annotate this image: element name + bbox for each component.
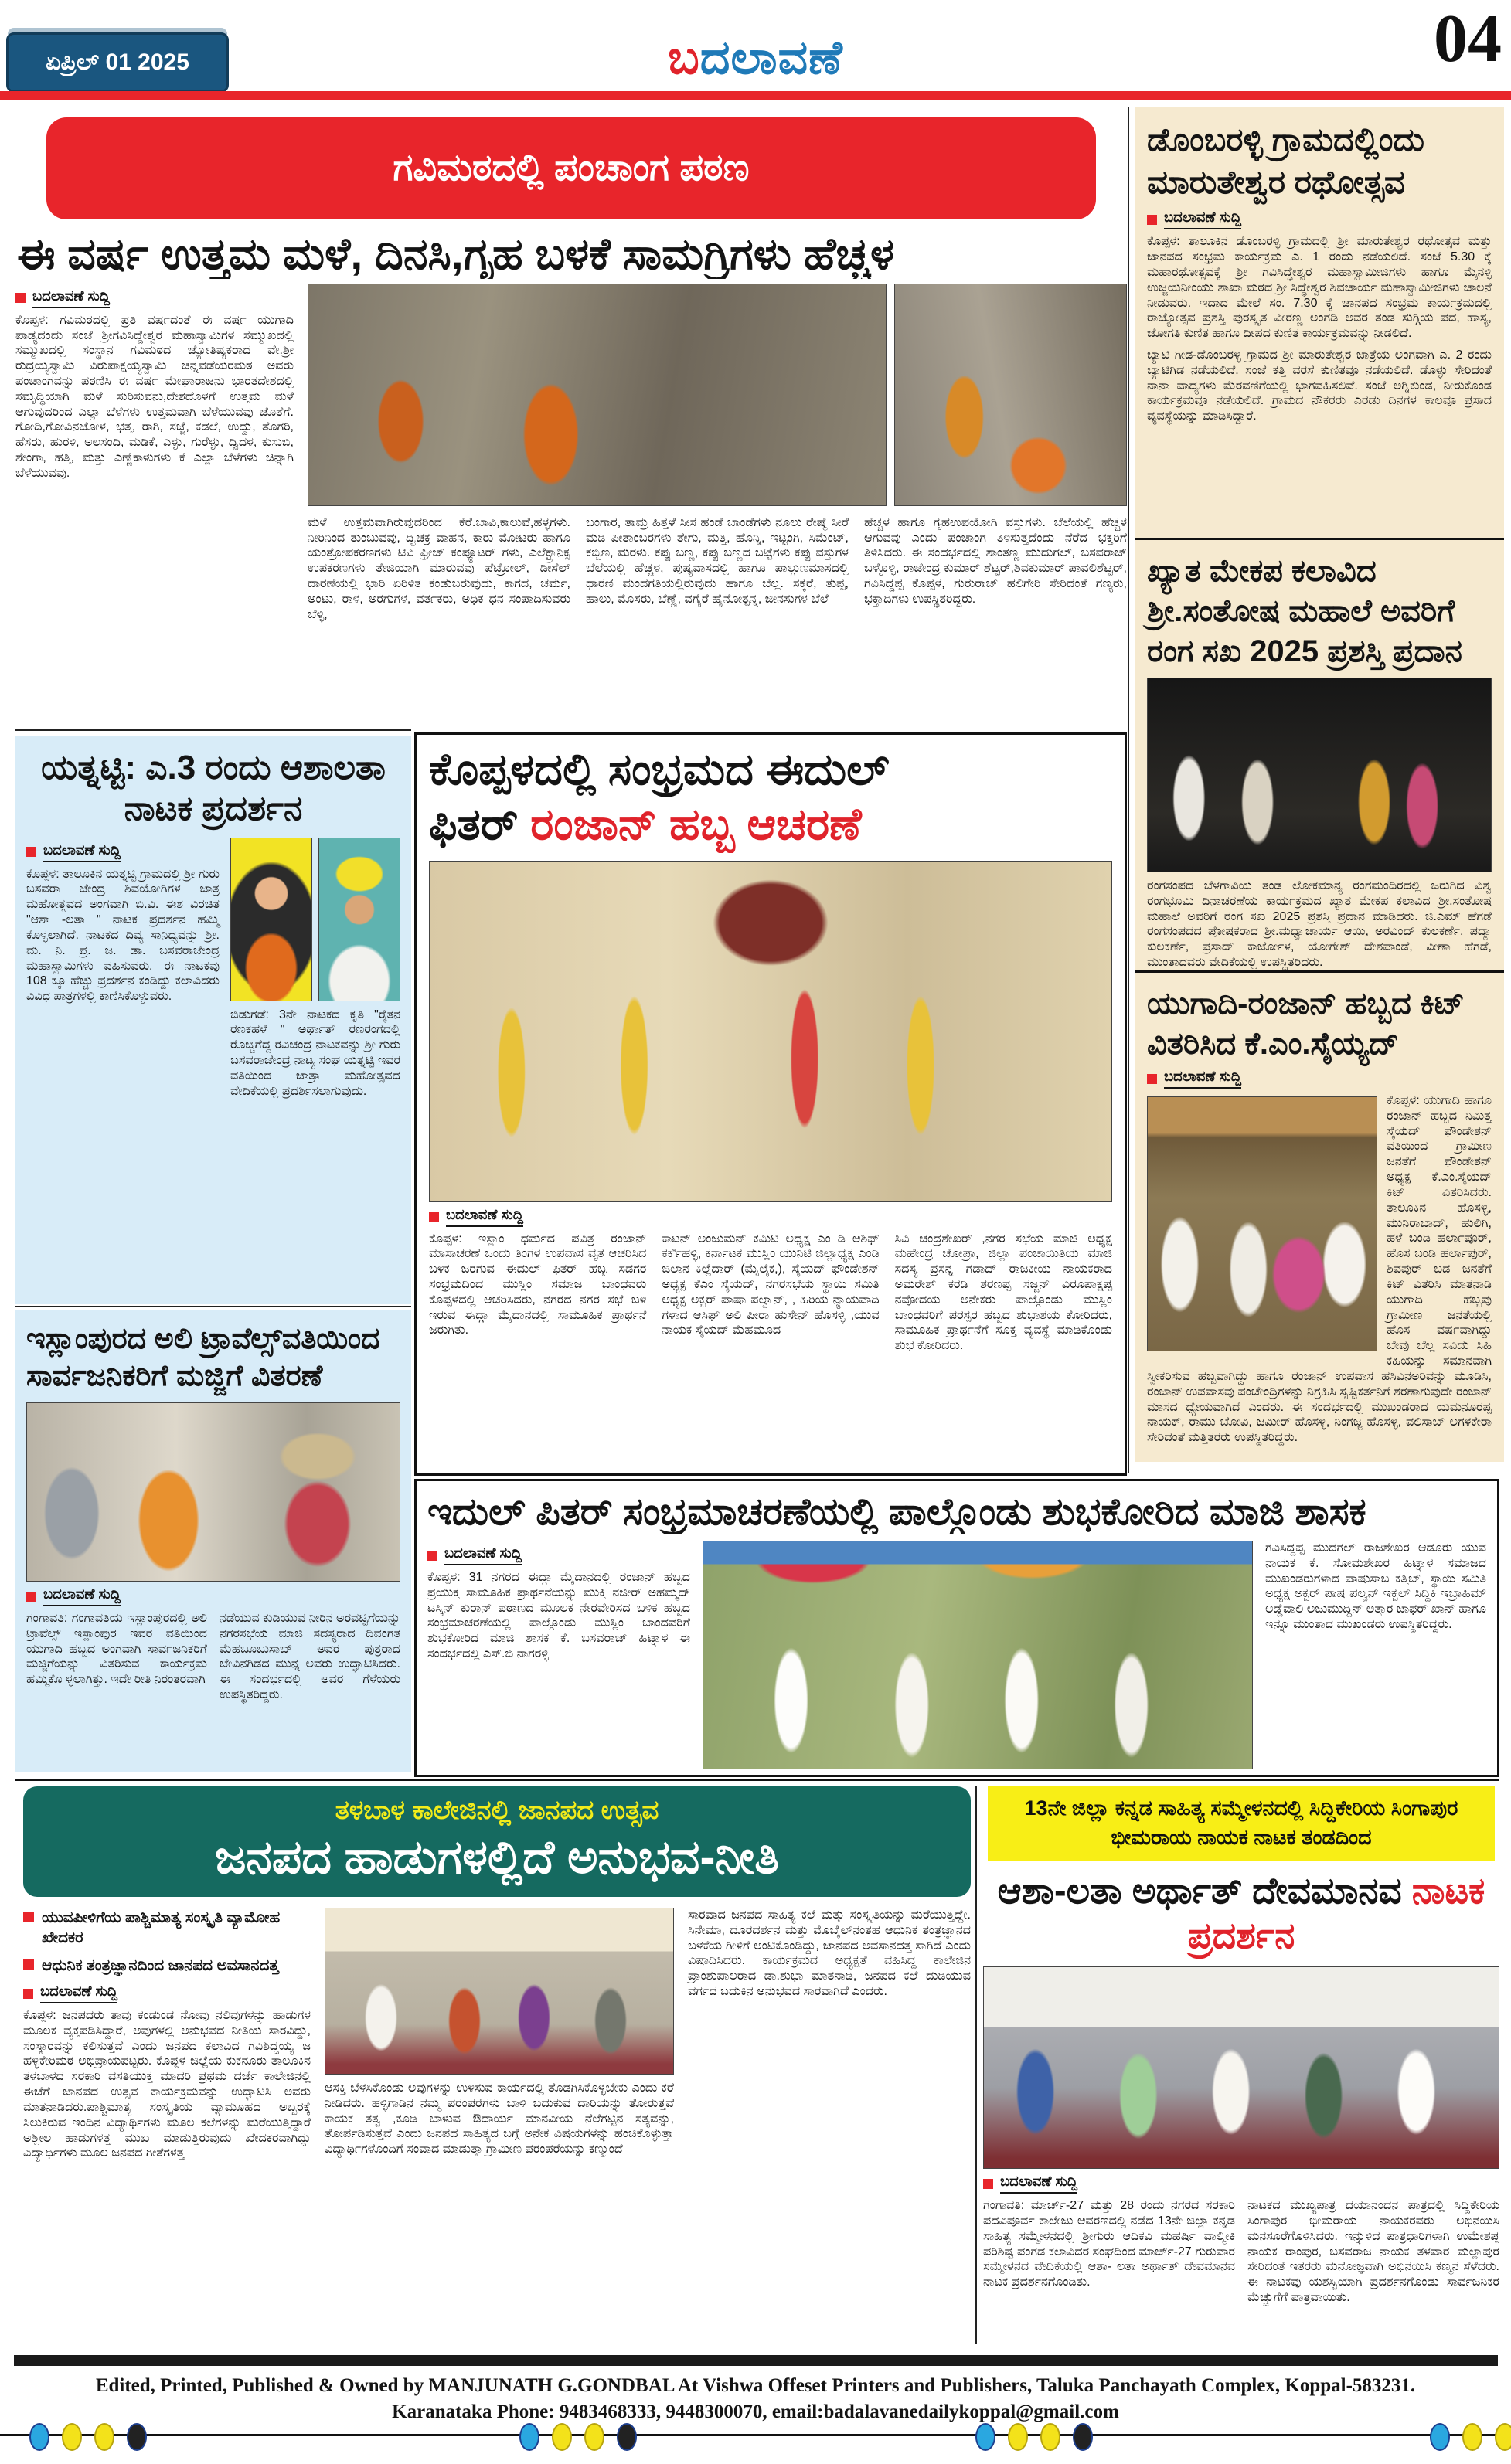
registration-marks bbox=[519, 2423, 637, 2451]
byline: ಬದಲಾವಣೆ ಸುದ್ದಿ bbox=[1147, 209, 1492, 229]
ashalata-column-1: ಗಂಗಾವತಿ: ಮಾರ್ಚ್-27 ಮತ್ತು 28 ರಂದು ನಗರದ ಸರಕಾರಿ ಪದವಿಪೂರ್ವ ಕಾಲೇಜು ಆವರಣದಲ್ಲಿ ನಡೆದ 13ನೇ ಜಿಲ್ಲಾ ಕನ್ನಡ ಸಾಹಿತ್ಯ ಸಮ್ಮೇಳನದಲ್ಲಿ ಶ್ರೀಗುರು ಆದಿಕವಿ ಮಹರ್ಷಿ ವಾಲ್ಮೀಕಿ ಪರಿಶಿಷ್ಟ ಪಂಗಡ ಕಲಾವಿದರ ಸಂಘದಿಂದ ಮಾರ್ಚ್-27 ಗುರುವಾರ ಸಮ್ಮೇಳನದ ವೇದಿಕೆಯಲ್ಲಿ ಆಶಾ- ಲತಾ ಅರ್ಥಾತ್ ದೇವಮಾನವ ನಾಟಕ ಪ್ರದರ್ಶನಗೊಂಡಿತು. bbox=[983, 2199, 1235, 2289]
cyan-dot-icon bbox=[29, 2423, 49, 2451]
yellow-dot-icon bbox=[584, 2423, 604, 2451]
janapada-column-3: ಸಾರವಾದ ಜನಪದ ಸಾಹಿತ್ಯ ಕಲೆ ಮತ್ತು ಸಂಸ್ಕೃತಿಯನ್ನು ಮರೆಯುತ್ತಿದ್ದೇ. ಸಿನೇಮಾ, ದೂರದರ್ಶನ ಮತ್ತು ಮೊಬೈಲ್‌ನಂತಹ ಆಧುನಿಕ ತಂತ್ರಜ್ಞಾನದ ಬಳಕೆಯ ಗೀಳಿಗೆ ಅಂಟಿಕೊಂಡಿದ್ದು, ಜಾನಪದ ಅವಸಾನದತ್ತ ಸಾಗಿದೆ ಎಂದು ವಿಷಾದಿಸಿದರು. ಕಾರ್ಯಕ್ರಮದ ಅಧ್ಯಕ್ಷತೆ ವಹಿಸಿದ್ದ ಕಾಲೇಜಿನ ಪ್ರಾಂಶುಪಾಲರಾದ ಡಾ.ಶುಭಾ ಮಾತನಾಡಿ, ಜನಪದ ಕಲೆ ದುಡಿಯುವ ವರ್ಗದ ಬದುಕಿನ ಅನುಭವದ ಸಾರವಾಗಿದೆ ಎಂದರು. bbox=[688, 1908, 971, 1999]
photo-kit-distribution bbox=[1147, 1096, 1377, 1351]
eid-column-2: ಕಾಟನ್ ಅಂಜುಮನ್ ಕಮಿಟಿ ಅಧ್ಯಕ್ಷ ಎಂ ಡಿ ಆಶಿಫ್ ಕರ್ಕ‍ಿಹಳ್ಳಿ, ಕರ್ನಾಟಕ ಮುಸ್ಲಿಂ ಯುನಿಟಿ ಜಿಲ್ಲಾಧ್ಯಕ್ಷ ಎಂಡಿ ಜಿಲಾನ ಕಿಲ್ಲೆದಾರ್ (ಮೈಲೈಕ,), ಸೈಯದ್ ಫೌಂಡೇಶನ್ ಅಧ್ಯಕ್ಷ ಕೆಎಂ ಸೈಯದ್, ನಗರಸಭೆಯ ಸ್ಥಾಯಿ ಸಮಿತಿ ಅಧ್ಯಕ್ಷ ಅಕ್ಬರ್ ಪಾಷಾ ಪಲ್ವಾನ್, , ಹಿರಿಯ ನ್ಯಾಯವಾದಿ ಗಳಾದ ಆಸಿಫ್ ಅಲಿ ಪೀರಾ ಹುಸೇನ್ ಹೊಸಳ್ಳಿ ,ಯುವ ನಾಯಕ ಸೈಯದ್ ಮೆಹಮೂದ bbox=[662, 1232, 880, 1337]
photo-temple-panchanga-reading bbox=[308, 284, 887, 506]
article-idul-fitr-ex-mla bbox=[414, 1479, 1499, 1777]
article-panchanga bbox=[15, 108, 1127, 728]
masthead bbox=[0, 31, 1511, 85]
red-square-bullet-icon bbox=[429, 1212, 439, 1222]
column-divider bbox=[1128, 107, 1129, 1473]
dombaralli-paragraph-1: ಕೊಪ್ಪಳ: ತಾಲೂಕಿನ ಡೊಂಬರಳ್ಳಿ ಗ್ರಾಮದಲ್ಲಿ ಶ್ರೀ ಮಾರುತೇಶ್ವರ ರಥೋತ್ಸವ ಮತ್ತು ಜಾನಪದ ಸಂಭ್ರಮ ಕಾರ್ಯಕ್ರಮ ಎ. 1 ರಂದು ನಡೆಯಲಿದೆ. ಸಂಜೆ 5.30 ಕ್ಕೆ ಮಹಾರಥೋತ್ಸವಕ್ಕೆ ಶ್ರೀ ಗವಿಸಿದ್ಧೇಶ್ವರ ಮಹಾಸ್ವಾಮೀಜಿಗಳು ಹಾಗೂ ಮೈನಳ್ಳಿ ಉಜ್ಜಯನೀಂಯು ಶಾಖಾ ಮಠದ ಶ್ರೀ ಸಿದ್ಧೇಶ್ವರ ಶಿವಚಾರ್ಯ ಮಹಾಸ್ವಾಮೀಜಿಗಳು ಚಾಲನೆ ನೀಡುವರು. ಇದಾದ ಮೇಲೆ ಸಂ. 7.30 ಕ್ಕೆ ಜಾನಪದ ಸಂಭ್ರಮ ಕಾರ್ಯಕ್ರಮದಲ್ಲಿ ರಾಜ್ಯೋತ್ಸವ ಪ್ರಶಸ್ತಿ ಪುರಸ್ಕೃತ ವೀರಣ್ಣ ಅಂಗಡಿ ಅವರ ತಂಡ ಸುಗ್ಗಿಯ ಪದ, ಹಾಸ್ಯ, ಜೋಗತಿ ಕುಣಿತ ಹಾಗೂ ದೀಪದ ಕುಣಿತ ಕಾರ್ಯಕ್ರಮವನ್ನು ನೀಡಲಿದೆ. bbox=[1147, 235, 1492, 341]
janapada-headline: ಜನಪದ ಹಾಡುಗಳಲ್ಲಿದೆ ಅನುಭವ-ನೀತಿ bbox=[215, 1831, 779, 1883]
byline: ಬದಲಾವಣೆ ಸುದ್ದಿ bbox=[15, 288, 294, 308]
photo-portrait-swamiji bbox=[230, 838, 312, 1001]
dombaralli-paragraph-2: ಬ್ಯಾಟಿ ಗೀಡ-ಡೊಂಬರಳ್ಳಿ ಗ್ರಾಮದ ಶ್ರೀ ಮಾರುತೇಶ್ವರ ಜಾತ್ರೆಯ ಅಂಗವಾಗಿ ಎ. 2 ರಂದು ಬ್ಯಾಟಿಗಿಡ ನಡೆಯಲಿದೆ. ಸಂಜೆ ಕತ್ತಿ ವರಸೆ ಕುಣಿತವೂ ನಡೆಯಲಿದೆ. ಡೊಳ್ಳು ಸೇರಿದಂತೆ ನಾನಾ ವಾದ್ಯಗಳು ಮೆರವಣಿಗೆಯಲ್ಲಿ ಭಾಗವಹಿಸಲಿವೆ. ಸಂಜೆ ಅಗ್ನಿಕುಂಡ, ನೀರುಕೊಂಡ ಕಾರ್ಯಕ್ರಮವೂ ನಡೆಯಲಿದೆ. ಗ್ರಾಮದ ನೌಕರರು ಎರಡು ದಿನಗಳ ಕಾಲವೂ ಪ್ರಸಾದ ವ್ಯವಸ್ಥೆಯನ್ನು ಮಾಡಿಸಿದ್ದಾರೆ. bbox=[1147, 348, 1492, 423]
black-dot-icon bbox=[127, 2423, 147, 2451]
registration-marks bbox=[1430, 2423, 1511, 2451]
islampur-column-1: ಗಂಗಾವತಿ: ಗಂಗಾವತಿಯ ಇಸ್ಲಾಂಪುರದಲ್ಲಿ ಅಲಿ ಟ್ರಾವೆಲ್ಸ್ ಇಸ್ಲಾಂಪುರ ಇವರ ವತಿಯಿಂದ ಯುಗಾದಿ ಹಬ್ಬದ ಅಂಗವಾಗಿ ಸಾರ್ವಜನಿಕರಿಗೆ ಮಜ್ಜಿಗೆಯನ್ನು ವಿತರಿಸುವ ಕಾರ್ಯಕ್ರಮ ಹಮ್ಮಿಕೊ ಳ್ಳಲಾಗಿತ್ತು. ಇದೇ ರೀತಿ ನಿರಂತರವಾಗಿ bbox=[26, 1612, 207, 1687]
photo-folk-festival-stage bbox=[325, 1908, 674, 2075]
dombaralli-headline: ಡೊಂಬರಳ್ಳಿ ಗ್ರಾಮದಲ್ಲಿಂದು ಮಾರುತೇಶ್ವರ ರಥೋತ್ಸವ bbox=[1147, 121, 1425, 200]
article-eid-celebration bbox=[414, 732, 1127, 1476]
idul-right-column: ಗವಿಸಿದ್ದಪ್ಪ ಮುದಗಲ್ ರಾಜಶೇಖರ ಆಡೂರು ಯುವ ನಾಯಕ ಕೆ. ಸೋಮಶೇಖರ ಹಿಟ್ನಾಳ ಸಮಾಜದ ಮುಖಂಡರುಗಳಾದ ಪಾಷುಸಾಬ ಕತ್ತಿಬ್, ಸ್ಥಾಯಿ ಸಮಿತಿ ಅಧ್ಯಕ್ಷ ಅಕ್ಬರ್ ಪಾಷ ಪಲ್ವನ್ ಇಕ್ಬಲ್ ಸಿದ್ದಿಕಿ ಇಬ್ರಾಹಿಮ್ ಅಡ್ಡೆವಾಲಿ ಅಜುಮುದ್ದಿನ್ ಅತ್ತಾರ ಜಾಫರ್ ಖಾನ್ ಹಾಗೂ ಇನ್ನೂ ಮುಂತಾದ ಮುಖಂಡರು ಉಪಸ್ಥಿತರಿದ್ದರು. bbox=[1265, 1541, 1486, 1632]
divider bbox=[15, 1779, 1499, 1781]
red-square-bullet-icon bbox=[983, 2179, 993, 2189]
panchanga-column-1: ಕೊಪ್ಪಳ: ಗವಿಮಠದಲ್ಲಿ ಪ್ರತಿ ವರ್ಷದಂತೆ ಈ ವರ್ಷ ಯುಗಾದಿ ಪಾಡ್ಯದಂದು ಸಂಜೆ ಶ್ರೀಗವಿಸಿದ್ದೇಶ್ವರ ಮಹಾಸ್ವಾಮಿಗಳ ಸಮ್ಮುಖದಲ್ಲಿ ಸಮ್ಮುಖದಲ್ಲಿ ಸಂಸ್ಥಾನ ಗವಿಮಠದ ಜ್ಯೋತಿಷ್ಯಕರಾದ ವೇ.ಶ್ರೀ ರುದ್ರಯ್ಯಸ್ವಾಮಿ ವಿರುಪಾಕ್ಷಯ್ಯಸ್ವಾಮಿ ಚನ್ನವಡೆಯರಮಠ ಅವರು ಪಂಚಾಂಗವನ್ನು ಪಠಣಿಸಿ ಈ ವರ್ಷ ಮೇಘಾರಾಜನು ಭಾರತದೇಶದಲ್ಲಿ ಸಮೃದ್ಧಿಯಾಗಿ ಮಳೆ ಸುರಿಸುವನು,ದೇಶದೊಳಗೆ ಉತ್ತಮ ಮಳೆ ಆಗುವುದರಿಂದ ಎಲ್ಲಾ ಬೆಳೆಗಳು ಉತ್ತಮವಾಗಿ ಬೆಳೆಯುವವು ಜೊತೆಗೆ. ಗೋದಿ,ಗೋವಿನಜೋಳ, ಭತ್ತ, ರಾಗಿ, ಸಜ್ಜೆ, ಕಡಲೆ, ಉದ್ದು, ತೊಗರಿ, ಹೆಸರು, ಹುರಳಿ, ಅಲಸಂದಿ, ಮಡಿಕೆ, ಎಳ್ಳು, ಗುರೆಳ್ಳು, ದ್ವಿದಳ, ಕುಸುಬಿ, ಶೇಂಗಾ, ಹತ್ತಿ, ಮತ್ತು ಎಣ್ಣೆಕಾಳುಗಳು ಕೆ ಎಲ್ಲಾ ಬೆಳೆಗಳು ಚಿನ್ನಾಗಿ ಬೆಳೆಯುವವು. bbox=[15, 313, 294, 480]
santosh-body: ರಂಗಸಂಪದ ಬೆಳಗಾವಿಯ ತಂಡ ಲೋಕಮಾನ್ಯ ರಂಗಮಂದಿರದಲ್ಲಿ ಜರುಗಿದ ವಿಶ್ವ ರಂಗಭೂಮಿ ದಿನಾಚರಣೆಯ ಕಾರ್ಯಕ್ರಮದ ಖ್ಯಾತ ಮೇಕಪ ಕಲಾವಿದ ಶ್ರೀ.ಸಂತೋಷ ಮಹಾಲೆ ಅವರಿಗೆ ರಂಗ ಸಖ 2025 ಪ್ರಶಸ್ತಿ ಪ್ರದಾನ ಮಾಡಿದರು. ಜಿ.ಎಮ್ ಹೆಗಡೆ ರಂಗಸಂಪದದ ಪೋಷಕರಾದ ಶ್ರೀ.ಮಧ್ವಾಚಾರ್ಯ ಆಯಿ, ಅರವಿಂದ್ ಕುಲಕರ್ಣೆ, ಪದ್ಮಾ ಕುಲಕರ್ಣೆ, ಪ್ರಸಾದ್ ಕಾರ್ಜೋಳ, ಯೋಗೇಶ್ ದೇಶಪಾಂಡೆ, ವೀಣಾ ಹೆಗಡೆ, ಮುಂತಾದವರು ವೇದಿಕೆಯಲ್ಲಿ ಉಪಸ್ಥಿತರಿದರು. bbox=[1147, 879, 1492, 970]
panchanga-column-2: ಮಳೆ ಉತ್ತಮವಾಗಿರುವುದರಿಂದ ಕೆರೆ.ಬಾವಿ,ಕಾಲುವೆ,ಹಳ್ಳಗಳು. ನೀರಿನಿಂದ ತುಂಬುವವು, ದ್ವಿಚಕ್ರ ವಾಹನ, ಕಾರು ಮೋಟರು ಹಾಗೂ ಯಂತ್ರೋಪಕರಣಗಳು ಟಿವಿ ಫ್ರೀಜ್ ಕಂಪ್ಯೂಟರ್ ಗಳು, ಎಲೆಕ್ಟ್ರಾನಿಕ್ಸ ಉಪಕರಣಗಳು ತೇಜಿಯಾಗಿ ಮಾರುವವು ಪೆಟ್ರೋಲ್, ಡೀಸೆಲ್ ದಾರಣೆಯಲ್ಲಿ ಭಾರಿ ಏರಿಳಿತ ಕಂಡುಬರುವುದು, ಕಾಗದ, ಚರ್ಮ, ಅಂಟು, ರಾಳ, ಅರಗುಗಳ, ವರ್ತಕರು, ಅಧಿಕ ಧನ ಸಂಪಾದಿಸುವರು ಬೆಳ್ಳಿ, bbox=[308, 515, 570, 621]
red-square-bullet-icon bbox=[15, 293, 26, 303]
eid-column-3: ಸಿವಿ ಚಂದ್ರಶೇಖರ್ ,ನಗರ ಸಭೆಯ ಮಾಜಿ ಅಧ್ಯಕ್ಷ ಮಹೇಂದ್ರ ಚೋಪ್ರಾ, ಜಿಲ್ಲಾ ಪಂಚಾಯಿತಿಯ ಮಾಜಿ ಸದಸ್ಯ ಪ್ರಸನ್ನ ಗಡಾದ್ ರಾಜಕೀಯ ನಾಯಕರಾದ ಅಮರೇಶ್ ಕರಡಿ ಶರಣಪ್ಪ ಸಜ್ಜನ್ ವಿರೂಪಾಕ್ಷಪ್ಪ ನವೋದಯ ಅನೇಕರು ಪಾಲ್ಗೊಂಡು ಮುಸ್ಲಿಂ ಬಾಂಧವರಿಗೆ ಪರಸ್ಪರ ಹಬ್ಬದ ಶುಭಾಶಯ ಕೋರಿದರು, ಸಾಮೂಹಿಕ ಪ್ರಾರ್ಥನೆಗೆ ಸೂಕ್ತ ವ್ಯವಸ್ಥೆ ಮಾಡಿಕೊಂಡು ಶುಭ ಕೋರಿದರು. bbox=[894, 1232, 1112, 1353]
ashalata-yellow-kicker: 13ನೇ ಜಿಲ್ಲಾ ಕನ್ನಡ ಸಾಹಿತ್ಯ ಸಮ್ಮೇಳನದಲ್ಲಿ ಸಿದ್ದಿಕೇರಿಯ ಸಿಂಗಾಪುರ ಭೀಮರಾಯ ನಾಯಕ ನಾಟಕ ತಂಡದಿಂದ bbox=[988, 1786, 1495, 1861]
kmsyed-intro: ಕೊಪ್ಪಳ: ಯುಗಾದಿ ಹಾಗೂ ರಂಜಾನ್ ಹಬ್ಬದ ನಿಮಿತ್ತ ಸೈಯದ್ ಫೌಂಡೇಶನ್ ವತಿಯಿಂದ ಗ್ರಾಮೀಣ ಜನತೆಗೆ ಫೌಂಡೇಶನ್ ಅಧ್ಯಕ್ಷ ಕೆ.ಎಂ.ಸೈಯದ್ ಕಿಟ್ ವಿತರಿಸಿದರು. ತಾಲೂಕಿನ bbox=[1387, 1094, 1492, 1215]
article-janapada-festival bbox=[23, 1786, 971, 2349]
idul-headline: ಇದುಲ್ ಪಿತರ್ ಸಂಭ್ರಮಾಚರಣೆಯಲ್ಲಿ ಪಾಲ್ಗೊಂಡು ಶುಭಕೋರಿದ ಮಾಜಿ ಶಾಸಕ bbox=[427, 1491, 1366, 1533]
yellow-dot-icon bbox=[552, 2423, 572, 2451]
islampur-headline: ಇಸ್ಲಾಂಪುರದ ಅಲಿ ಟ್ರಾವೆಲ್ಸ್‌ವತಿಯಿಂದ ಸಾರ್ವಜನಿಕರಿಗೆ ಮಜ್ಜಿಗೆ ವಿತರಣೆ bbox=[26, 1323, 380, 1392]
red-square-bullet-icon bbox=[23, 1912, 34, 1922]
yatnatti-headline: ಯತ್ನಟ್ಟಿ: ಎ.3 ರಂದು ಆಶಾಲತಾ ನಾಟಕ ಪ್ರದರ್ಶನ bbox=[41, 749, 386, 828]
red-square-bullet-icon bbox=[1147, 1074, 1157, 1084]
cyan-dot-icon bbox=[1430, 2423, 1450, 2451]
footer-imprint-line2: Karanataka Phone: 9483468333, 9448300070, email:badalavanedailykoppal@gmail.com bbox=[392, 2401, 1119, 2422]
yellow-dot-icon bbox=[1495, 2423, 1511, 2451]
panchanga-column-4: ಹೆಚ್ಚಳ ಹಾಗೂ ಗೃಹಉಪಯೋಗಿ ವಸ್ತುಗಳು. ಬೆಲೆಯಲ್ಲಿ ಹೆಚ್ಚಳ ಆಗುವವು ಎಂದು ಪಂಚಾಂಗ ತಿಳಿಸುತ್ತದೆಂದು ನೆರೆದ ಭಕ್ತರಿಗೆ ತಿಳಿಸಿದರು. ಈ ಸಂದರ್ಭದಲ್ಲಿ ಶಾಂತಣ್ಣ ಮುದುಗಲ್, ಬಸವರಾಜ್ ಬಳ್ಳೊಳ್ಳಿ, ರಾಜೇಂದ್ರ ಕುಮಾರ್ ಶೆಟ್ಟರ್,ಶಿವಕುಮಾರ್ ಪಾವಲಿಶೆಟ್ಟರ್, ಗವಿಸಿದ್ದಪ್ಪ ಕೊಪ್ಪಳ, ಗುರುರಾಜ್ ಹಲಿಗೇರಿ ಸೇರಿದಂತೆ ಗಣ್ಯರು, ಭಕ್ತಾದಿಗಳು ಉಪಸ್ಥಿತರಿದ್ದರು. bbox=[864, 515, 1127, 606]
article-dombaralli-rathotsava bbox=[1135, 107, 1504, 538]
footer-thin-rule bbox=[0, 2434, 1511, 2436]
ashalata-headline: ಆಶಾ-ಲತಾ ಅರ್ಥಾತ್ ದೇವಮಾನವ ನಾಟಕ ಪ್ರದರ್ಶನ bbox=[997, 1869, 1485, 1956]
red-square-bullet-icon bbox=[23, 1959, 34, 1970]
photo-idgah-maidan-gathering bbox=[703, 1541, 1253, 1769]
santosh-headline: ಖ್ಯಾತ ಮೇಕಪ ಕಲಾವಿದ ಶ್ರೀ.ಸಂತೋಷ ಮಹಾಲೆ ಅವರಿಗೆ ರಂಗ ಸಖ 2025 ಪ್ರಶಸ್ತಿ ಪ್ರದಾನ bbox=[1147, 554, 1462, 668]
article-kmsyed-kit-distribution bbox=[1135, 970, 1504, 1462]
eid-headline-line1: ಕೊಪ್ಪಳದಲ್ಲಿ ಸಂಭ್ರಮದ ಈದುಲ್ bbox=[429, 745, 890, 794]
photo-garlanded-dignitaries bbox=[429, 861, 1112, 1202]
janapada-teal-banner bbox=[23, 1786, 971, 1897]
black-dot-icon bbox=[617, 2423, 637, 2451]
photo-portrait-artist bbox=[318, 838, 400, 1001]
red-square-bullet-icon bbox=[26, 1592, 36, 1602]
idul-left-column: ಕೊಪ್ಪಳ: 31 ನಗರದ ಈದ್ಗಾ ಮೈದಾನದಲ್ಲಿ ರಂಜಾನ್ ಹಬ್ಬದ ಪ್ರಯುಕ್ತ ಸಾಮೂಹಿಕ ಪ್ರಾರ್ಥನೆಯನ್ನು ಮುಕ್ತಿ ನಜೀರ್ ಅಹಮ್ಮದ್ ಟಸ್ಕಿನ್ ಕುರಾನ್ ಪಠಾಣದ ಮೂಲಕ ನೇರವೇರಿಸದ ಬಳಿಕ ಹಬ್ಬದ ಸಂಭ್ರಮಾಚರಣೆಯಲ್ಲಿ ಪಾಲ್ಗೊಂಡು ಮುಸ್ಲಿಂ ಬಾಂದವರಿಗೆ ಶುಭಕೋರಿದ ಮಾಜಿ ಶಾಸಕ ಕೆ. ಬಸವರಾಜ್ ಹಿಟ್ನಾಳ ಈ ಸಂದರ್ಭದಲ್ಲಿ ಎಸ್.ಬಿ ನಾಗರಳ್ಳಿ bbox=[427, 1571, 690, 1661]
kmsyed-body bbox=[1147, 1093, 1492, 1446]
ashalata-headline-red-part: ನಾಟಕ ಪ್ರದರ್ಶನ bbox=[1187, 1869, 1485, 1956]
yellow-dot-icon bbox=[1462, 2423, 1482, 2451]
column-divider bbox=[975, 1786, 977, 2344]
cyan-dot-icon bbox=[519, 2423, 539, 2451]
black-dot-icon bbox=[1073, 2423, 1093, 2451]
kmsyed-headline: ಯುಗಾದಿ-ರಂಜಾನ್ ಹಬ್ಬದ ಕಿಟ್ ವಿತರಿಸಿದ ಕೆ.ಎಂ.ಸೈಯ್ಯದ್ bbox=[1147, 987, 1465, 1061]
photo-temple-ceremony bbox=[894, 284, 1127, 506]
janapada-column-1: ಕೊಪ್ಪಳ: ಜನಪದರು ತಾವು ಕಂಡುಂಡ ನೋವು ನಲಿವುಗಳನ್ನು ಹಾಡುಗಳ ಮೂಲಕ ವ್ಯಕ್ತಪಡಿಸಿದ್ದಾರೆ, ಅವುಗಳಲ್ಲಿ ಅನುಭವದ ನೀತಿಯ ಸಾರವಿದ್ದು, ಸಂಸ್ಕಾರವನ್ನು ಕಲಿಸುತ್ತವೆ ಎಂದು ಜನಪದ ಕಲಾವಿದ ಗವಿಶಿದ್ದಯ್ಯ ಜ ಹಳ್ಳಿಕೇರಿಮಠ ಅಭಿಪ್ರಾಯಪಟ್ಟರು. ಕೊಪ್ಪಳ ಜಿಲ್ಲೆಯ ಕುಕನೂರು ತಾಲೂಕಿನ ತಳಬಾಳದ ಸರಕಾರಿ ವಸತಿಯುಕ್ತ ಮಾದರಿ ಪ್ರಥಮ ದರ್ಜೆ ಕಾಲೇಜಿನಲ್ಲಿ ಈಚೆಗೆ ಜಾನಪದ ಉತ್ಸವ ಕಾರ್ಯಕ್ರಮವನ್ನು ಉದ್ಘಾಟಿಸಿ ಅವರು ಮಾತನಾಡಿದರು.ಪಾಶ್ಚಿಮಾತ್ಯ ಸಂಸ್ಕೃತಿಯ ವ್ಯಾಮೂಹದ ಅಬ್ಬರಕ್ಕೆ ಸಿಲುಕಿರುವ ಇಂದಿನ ವಿದ್ಯಾರ್ಥಿಗಳು ಮೂಲ ಕಲೆಗಳನ್ನು ಮರೆಯುತ್ತಿದ್ದಾರೆ ಅಶ್ಲೀಲ ಹಾಡುಗಳತ್ತ ಮುಖ ಮಾಡುತ್ತಿರುವುದು ಖೇದಕರವಾಗಿದ್ದು ವಿದ್ಯಾರ್ಥಿಗಳು ಮೂಲ ಜನಪದ ಗೀತೆಗಳತ್ತ bbox=[23, 2009, 311, 2160]
janapada-column-2: ಆಸಕ್ತಿ ಬೆಳಸಿಕೊಂಡು ಅವುಗಳನ್ನು ಉಳಿಸುವ ಕಾರ್ಯದಲ್ಲಿ ತೊಡಗಿಸಿಕೊಳ್ಳಬೇಕು ಎಂದು ಕರೆ ನೀಡಿದರು. ಹಳ್ಳಿಗಾಡಿನ ನಮ್ಮ ಪರಂಪರೆಗಳು ಬಾಳಿ ಬದುಕುವ ದಾರಿಯನ್ನು ತೋರುತ್ತವೆ ಕಾಯಕ ತತ್ವ ,ಕೂಡಿ ಬಾಳುವ ಔದಾರ್ಯ ಮಾನವೀಯ ನೆಲೆಗಟ್ಟಿನ ಸತ್ಯವನ್ನು, ತೋರ್ಪಡಿಸುತ್ತವೆ ಎಂದು ಜನಪದ ಸಾಹಿತ್ಯದ ಬಗ್ಗೆ ಅನೇಕ ವಿಷಯಗಳನ್ನು ಹಂಚಿಕೊಳ್ಳುತ್ತಾ ವಿದ್ಯಾರ್ಥಿಗಳೊಂದಿಗೆ ಸಂವಾದ ಮಾಡುತ್ತಾ ಗ್ರಾಮೀಣ ಪರಂಪರೆಯನ್ನು ಕಣ್ಮುಂದೆ bbox=[325, 2082, 674, 2156]
article-islampur-buttermilk bbox=[15, 1310, 411, 1772]
red-square-bullet-icon bbox=[1147, 215, 1157, 225]
yatnatti-release-note: ಬಿಡುಗಡೆ: 3ನೇ ನಾಟಕದ ಕೃತಿ "ರೈತನ ರಣಕಹಳೆ " ಅರ್ಥಾತ್ ರಣರಂಗದಲ್ಲಿ ರೊಚ್ಚಿಗೆದ್ದ ರವಿಚಂದ್ರ ನಾಟಕವನ್ನು ಶ್ರೀ ಗುರು ಬಸವರಾಜೇಂದ್ರ ನಾಟ್ಯ ಸಂಘ ಯತ್ನಟ್ಟಿ ಇವರ ವತಿಯಿಂದ ಜಾತ್ರಾ ಮಹೋತ್ಸವದ ವೇದಿಕೆಯಲ್ಲಿ ಪ್ರದರ್ಶಿಸಲಾಗುವುದು. bbox=[230, 1008, 400, 1098]
eid-column-1: ಕೊಪ್ಪಳ: ಇಸ್ಲಾಂ ಧರ್ಮದ ಪವಿತ್ರ ರಂಜಾನ್ ಮಾಸಾಚರಣೆ ಒಂದು ತಿಂಗಳ ಉಪವಾಸ ವೃತ ಆಚರಿಸಿದ ಬಳಿಕ ಜರಗುವ ಈದುಲ್ ಫಿತರ್ ಹಬ್ಬ ಸಡಗರ ಸಂಭ್ರಮದಿಂದ ಮುಸ್ಲಿಂ ಸಮಾಜ ಬಾಂಧವರು ಕೊಪ್ಪಳದಲ್ಲಿ ಆಚರಿಸಿದರು, ನಗರದ ನಗರ ಸಭೆ ಬಳಿ ಇರುವ ಈದ್ಗಾ ಮೈದಾನದಲ್ಲಿ ಸಾಮೂಹಿಕ ಪ್ರಾರ್ಥನೆ ಜರುಗಿತು. bbox=[429, 1232, 647, 1337]
janapada-bullet-1: ಯುವಪೀಳಿಗೆಯ ಪಾಶ್ಚಿಮಾತ್ಯ ಸಂಸ್ಕೃತಿ ವ್ಯಾಮೋಹ ಖೇದಕರ bbox=[23, 1908, 311, 1948]
article-santosh-mahale-award bbox=[1135, 538, 1504, 970]
footer-imprint-line1: Edited, Printed, Published & Owned by MANJUNATH G.GONDBAL At Vishwa Offeset Printers and Publishers, Taluka Panchayath Complex, Koppal-583231. bbox=[95, 2375, 1416, 2396]
article-ashalata-drama bbox=[983, 1786, 1499, 2349]
yellow-dot-icon bbox=[1008, 2423, 1028, 2451]
red-square-bullet-icon bbox=[427, 1551, 437, 1561]
janapada-bullet-2: ಆಧುನಿಕ ತಂತ್ರಜ್ಞಾನದಿಂದ ಜಾನಪದ ಅವಸಾನದತ್ತ bbox=[23, 1956, 311, 1976]
photo-buttermilk-distribution bbox=[26, 1402, 400, 1582]
registration-marks bbox=[975, 2423, 1093, 2451]
byline: ಬದಲಾವಣೆ ಸುದ್ದಿ bbox=[23, 1983, 311, 2003]
photo-sammelana-stage-group bbox=[983, 1966, 1499, 2169]
kmsyed-rest: ಹೊಸಳ್ಳಿ, ಮುನಿರಾಬಾದ್, ಹುಲಿಗಿ, ಹಳೆ ಬಂಡಿ ಹರ್ಲಾಪೂರ್, ಹೊಸ ಬಂಡಿ ಹರ್ಲಾಪುರ್, ಶಿವಪುರ್ ಬಡ ಜನತೆಗೆ ಕಿಟ್ ವಿತರಿಸಿ ಮಾತನಾಡಿ ಯುಗಾದಿ ಹಬ್ಬವು ಗ್ರಾಮೀಣ ಜನತೆಯಲ್ಲಿ ಹೊಸ ವರ್ಷವಾಗಿದ್ದು ಬೇವು ಬೆಲ್ಲ ಸವಿದು ಸಿಹಿ ಕಹಿಯನ್ನು ಸಮಾನವಾಗಿ ಸ್ವೀಕರಿಸುವ ಹಬ್ಬವಾಗಿದ್ದು ಹಾಗೂ ರಂಜಾನ್ ಉಪವಾಸ ಹಸಿವಿನಅರಿವನ್ನು ಮೂಡಿಸಿ, ರಂಜಾನ್ ಉಪವಾಸವು ಪಂಚೇಂದ್ರಿಗಳನ್ನು ನಿಗ್ರಹಿಸಿ ಸೃಷ್ಟಿಕರ್ತನಿಗೆ ಶರಣಾಗುವುದೇ ರಂಜಾನ್ ಮಾಸದ ಧ್ಯೇಯವಾಗಿದೆ ಎಂದರು. ಈ ಸಂದರ್ಭದಲ್ಲಿ ಮುಖಂಡರಾದ ಯಮನೂರಪ್ಪ ನಾಯಕ್, ರಾಮು ಬೋವಿ, ಜಮೀರ್ ಹೊಸಳ್ಳಿ, ನಿಂಗಜ್ಜ ಹೊಸಳ್ಳಿ, ವಲಿಸಾಬ್ ಅಗಳಕೇರಾ ಸೇರಿದಂತೆ ಮತ್ತಿತರರು ಉಪಸ್ಥಿತರಿದ್ದರು. bbox=[1147, 1201, 1492, 1445]
divider bbox=[15, 729, 411, 731]
byline: ಬದಲಾವಣೆ ಸುದ್ದಿ bbox=[26, 1586, 400, 1606]
ashalata-column-2: ನಾಟಕದ ಮುಖ್ಯಪಾತ್ರ ದಯಾನಂದನ ಪಾತ್ರದಲ್ಲಿ ಸಿದ್ದಿಕೇರಿಯ ಸಿಂಗಾಪುರ ಭೀಮರಾಯ ನಾಯಕರವರು ಅಭಿನಯಿಸಿ ಮನಸೂರೆಗೊಳಿಸಿದರು. ಇನ್ನುಳಿದ ಪಾತ್ರಧಾರಿಗಳಾಗಿ ಉಮೇಶಪ್ಪ ನಾಯಕ ರಾಂಪುರ, ಬಸವರಾಜ ನಾಯಕ ತಳವಾರ ಮಲ್ಲಾಪುರ ಸೇರಿದಂತೆ ಇತರರು ಮನೋಜ್ಞವಾಗಿ ಅಭಿನಯಿಸಿ ಕಣ್ಮನ ಸೆಳೆದರು. ಈ ನಾಟಕವು ಯಶಸ್ವಿಯಾಗಿ ಪ್ರದರ್ಶನಗೊಂಡು ಸಾರ್ವಜನಿಕರ ಮೆಚ್ಚುಗೆಗೆ ಪಾತ್ರವಾಯಿತು. bbox=[1247, 2199, 1499, 2305]
byline: ಬದಲಾವಣೆ ಸುದ್ದಿ bbox=[26, 842, 220, 862]
yatnatti-column-1: ಕೊಪ್ಪಳ: ತಾಲೂಕಿನ ಯತ್ನಟ್ಟಿ ಗ್ರಾಮದಲ್ಲಿ ಶ್ರೀ ಗುರು ಬಸವರಾ ಜೇಂದ್ರ ಶಿವಯೋಗಿಗಳ ಜಾತ್ರ ಮಹೋತ್ಸವದ ಅಂಗವಾಗಿ ಬಿ.ವಿ. ಈಶ ವಿರಚಿತ "ಆಶಾ -ಲತಾ " ನಾಟಕ ಪ್ರದರ್ಶನ ಹಮ್ಮಿ ಕೊಳ್ಳಲಾಗಿದೆ. ನಾಟಕದ ದಿವ್ಯ ಸಾನಿಧ್ಯವನ್ನು ಶ್ರೀ. ಮ. ನಿ. ಪ್ರ. ಜ. ಡಾ. ಬಸವರಾಜೇಂದ್ರ ಮಹಾಸ್ವಾಮಿಗಳು ವಹಿಸುವರು. ಈ ನಾಟಕವು 108 ಕ್ಕೂ ಹೆಚ್ಚು ಪ್ರದರ್ಶನ ಕಂಡಿದ್ದು ಕಲಾವಿದರು ವಿವಿಧ ಪಾತ್ರಗಳಲ್ಲಿ ಕಾಣಿಸಿಕೊಳ್ಳುವರು. bbox=[26, 867, 220, 1004]
byline: ಬದಲಾವಣೆ ಸುದ್ದಿ bbox=[1147, 1069, 1492, 1089]
yellow-dot-icon bbox=[62, 2423, 82, 2451]
red-square-bullet-icon bbox=[23, 1989, 33, 1999]
article-yatnatti-drama bbox=[15, 736, 411, 1304]
page-number: 04 bbox=[1434, 2, 1502, 76]
eid-headline-line2: ಫಿತರ್ ರಂಜಾನ್ ಹಬ್ಬ ಆಚರಣೆ bbox=[429, 800, 862, 850]
registration-marks bbox=[29, 2423, 147, 2451]
yellow-dot-icon bbox=[94, 2423, 114, 2451]
cyan-dot-icon bbox=[975, 2423, 995, 2451]
date-text: ಏಪ್ರಿಲ್ 01 2025 bbox=[46, 49, 189, 75]
footer-bar bbox=[14, 2355, 1498, 2366]
janapada-kicker: ತಳಬಾಳ ಕಾಲೇಜಿನಲ್ಲಿ ಜಾನಪದ ಉತ್ಸವ bbox=[335, 1796, 659, 1825]
photo-award-stage-group bbox=[1147, 678, 1492, 872]
masthead-rest: ದಲಾವಣೆ bbox=[699, 32, 843, 83]
panchanga-column-3: ಬಂಗಾರ, ತಾಮ್ರ ಹಿತ್ತಳೆ ಸೀಸ ಹಂಡೆ ಬಾಂಡೆಗಳು ನೂಲು ರೇಷ್ಮೆ ಸೀರೆ ಮಡಿ ಪೀತಾಂಬರಗಳು ತೇಗು, ಮತ್ತಿ, ಹೊನ್ನಿ, ಇಟ್ಟಂಗಿ, ಸಿಮೆಂಟ್, ಕಬ್ಬಿಣ, ಮರಳು. ಕಪ್ಪು ಬಣ್ಣ, ಕಪ್ಪು ಬಣ್ಣದ ಬಟ್ಟೆಗಳು ಕಪ್ಪು ವಸ್ತುಗಳ ಬೆಲೆಯಲ್ಲಿ ಹೆಚ್ಚಳ, ಪುಷ್ಯವಾಸದಲ್ಲಿ ಹಾಗೂ ಪಾಲ್ಗುಣಮಾಸದಲ್ಲಿ ಧಾರಣಿ ಮಂದಗತಿಯಲ್ಲಿರುವುದು ಹಾಗೂ ಬೆಲ್ಲ. ಸಕ್ಕರೆ, ತುಪ್ಪ, ಹಾಲು, ಮೊಸರು, ಬೆಣ್ಣೆ, ವಗೈರೆ ಹೈನೋತ್ಪನ್ನ, ಜೀನಸುಗಳ ಬೆಲೆ bbox=[586, 515, 849, 606]
byline: ಬದಲಾವಣೆ ಸುದ್ದಿ bbox=[429, 1207, 1112, 1227]
header-red-rule bbox=[0, 91, 1511, 100]
byline: ಬದಲಾವಣೆ ಸುದ್ದಿ bbox=[983, 2173, 1499, 2194]
yellow-dot-icon bbox=[1040, 2423, 1060, 2451]
eid-headline-red-part: ರಂಜಾನ್ ಹಬ್ಬ ಆಚರಣೆ bbox=[530, 800, 862, 850]
panchanga-headline: ಈ ವರ್ಷ ಉತ್ತಮ ಮಳೆ, ದಿನಸಿ,ಗೃಹ ಬಳಕೆ ಸಾಮಗ್ರಿಗಳು ಹೆಚ್ಚಳ bbox=[17, 230, 895, 279]
islampur-column-2: ನಡೆಯುವ ಕುಡಿಯುವ ನೀರಿನ ಅರವಟ್ಟಿಗೆಯನ್ನು ನಗರಸಭೆಯ ಮಾಜಿ ಸದಸ್ಯರಾದ ದಿವಂಗತ ಮೆಹಬೂಬುಸಾಬ್ ಅವರ ಪುತ್ರರಾದ ಬೇವಿನಗಿಡದ ಮುನ್ನ ಅವರು ಉದ್ಘಾಟಿಸಿದರು. ಈ ಸಂದರ್ಭದಲ್ಲಿ ಅವರ ಗೆಳೆಯರು ಉಪಸ್ಥಿತರಿದ್ದರು. bbox=[220, 1612, 400, 1702]
red-square-bullet-icon bbox=[26, 847, 36, 857]
divider bbox=[15, 1306, 411, 1307]
masthead-first-letter: ಬ bbox=[668, 32, 700, 83]
panchanga-kicker-banner: ಗವಿಮಠದಲ್ಲಿ ಪಂಚಾಂಗ ಪಠಣ bbox=[46, 117, 1096, 219]
byline: ಬದಲಾವಣೆ ಸುದ್ದಿ bbox=[427, 1545, 690, 1565]
